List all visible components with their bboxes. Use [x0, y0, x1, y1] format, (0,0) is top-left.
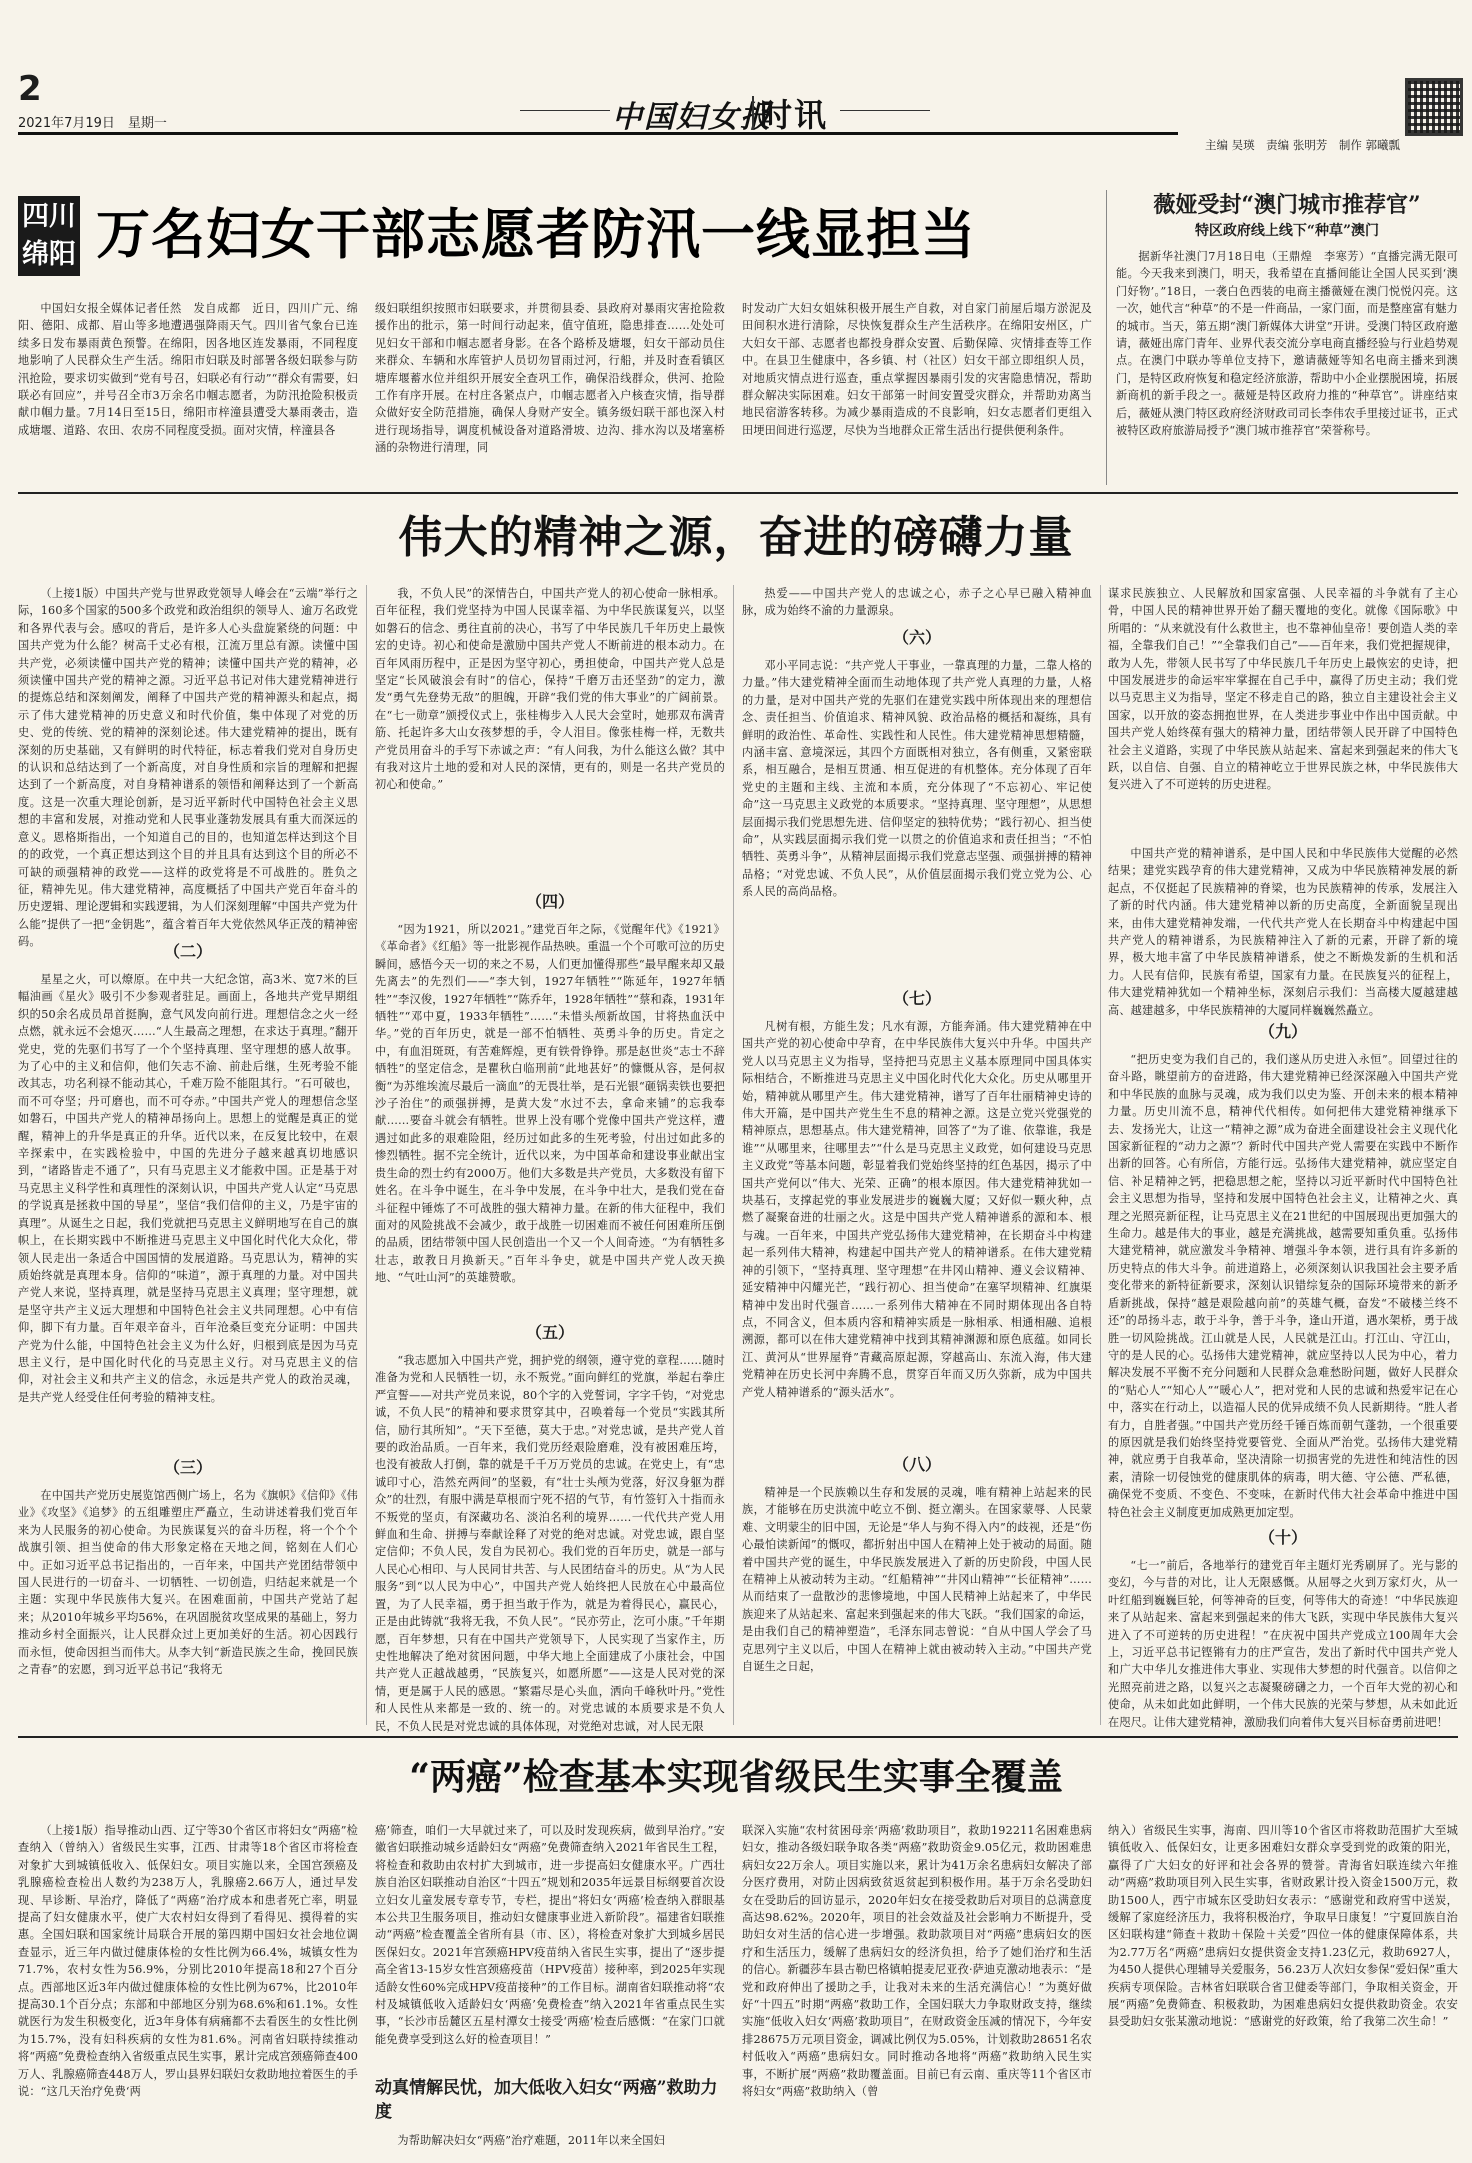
masthead-logo: 中国妇女报: [612, 100, 772, 135]
side-story-subtitle: 特区政府线上线下“种草”澳门: [1194, 223, 1380, 239]
feature-text-4c: “把历史变为我们自己的，我们遂从历史进入永恒”。回望过往的奋斗路，眺望前方的奋进路，伟大建党精神已经深深融入中国共产党和中华民族的血脉与灵魂，成为我们以史为鉴、开创未来的根本精神力量。历史川流不息，精神代代相传。如何把伟大建党精神继承下去、发扬光大，让这一“精神之源”成为奋进全面建设社会主义现代化国家新征程的“动力之源”？新时代中国共产党人需要在实践中不断作出新的回答。心有所信，方能行远。弘扬伟大建党精神，就应坚定自信、补足精神之钙，把稳思想之舵，坚持以习近平新时代中国特色社会主义思想为指导，坚持和发展中国特色社会主义，让精神之火、真理之光照亮新征程，让马克思主义在21世纪的中国展现出更加强大的生命力。越是伟大的事业，越是充满挑战，越需要知重负重。弘扬伟大建党精神，就应激发斗争精神、增强斗争本领，进行具有许多新的历史特点的伟大斗争。前进道路上，必须深刻认识我国社会主要矛盾变化带来的新特征新要求，深刻认识错综复杂的国际环境带来的新矛盾新挑战，保持“越是艰险越向前”的英雄气概，奋发“不破楼兰终不还”的昂扬斗志，敢于斗争，善于斗争，逢山开道，遇水架桥，勇于战胜一切风险挑战。江山就是人民，人民就是江山。打江山、守江山，守的是人民的心。弘扬伟大建党精神，就应坚持以人民为中心，着力解决发展不平衡不充分问题和人民群众急难愁盼问题，做好人民群众的“贴心人”“知心人”“暖心人”，把对党和人民的忠诚和热爱牢记在心中，落实在行动上，以造福人民的优异成绩不负人民新期待。“胜人者有力，自胜者强。”中国共产党历经千锤百炼而朝气蓬勃，一个很重要的原因就是我们始终坚持党要管党、全面从严治党。弘扬伟大建党精神，就应勇于自我革命，坚决清除一切损害党的先进性和纯洁性的因素，清除一切侵蚀党的健康肌体的病毒，明大德、守公德、严私德，确保党不变质、不变色、不变味，在新时代伟大社会革命中推进中国特色社会主义制度更加成熟更加定型。: [1108, 1053, 1458, 1519]
section-heading-6: （六）: [892, 628, 941, 647]
masthead-ornament-left: [520, 110, 610, 111]
top-story-column-1: 中国妇女报全媒体记者任然 发自成都 近日，四川广元、绵阳、德阳、成都、眉山等多地遭遇强降雨天气。四川省气象台已连续多日发布暴雨黄色预警。在绵阳，因各地区连发暴雨，不同程度地影响了人民群众生产生活。绵阳市妇联及时部署各级妇联参与防汛抢险，要求切实做到“党有号召，妇联必有行动”“群众有需要，妇联必有回应”，并号召全市3万余名巾帼志愿者，为防汛抢险积极贡献巾帼力量。7月14日至15日，绵阳市梓潼县遭受大暴雨袭击，造成塘堰、道路、农田、农房不同程度受损。面对灾情，梓潼县各: [18, 302, 358, 437]
section-heading-8: （八）: [892, 1455, 941, 1474]
feature-text-4d: “七一”前后，各地举行的建党百年主题灯光秀刷屏了。光与影的变幻，今与昔的对比，让人无限感慨。从屈辱之火到万家灯火，从一叶红船到巍巍巨轮，何等神奇的巨变，何等伟大的奇迹！“中华民族迎来了从站起来、富起来到强起来的伟大飞跃，实现中华民族伟大复兴进入了不可逆转的历史进程！”在庆祝中国共产党成立100周年大会上，习近平总书记铿锵有力的庄严宣告，发出了新时代中国共产党人和广大中华儿女推进伟大事业、实现伟大梦想的时代强音。以信仰之光照亮前进之路，以复兴之志凝聚磅礴之力，一个百年大党的初心和使命，从未如此如此鲜明，一个伟大民族的光荣与梦想，从未如此近在咫尺。让伟大建党精神，激励我们向着伟大复兴目标奋勇前进吧！: [1108, 1559, 1458, 1729]
side-story-title: 薇娅受封“澳门城市推荐官”: [1153, 192, 1421, 218]
section-heading-3: （三）: [163, 1458, 212, 1477]
page-header: [0, 0, 1472, 152]
section-heading-4: （四）: [525, 892, 574, 911]
feature-title: 伟大的精神之源，奋进的磅礴力量: [398, 512, 1074, 563]
section-heading-7: （七）: [892, 989, 941, 1008]
place-box: [18, 196, 80, 276]
bottom-title: “两癌”检查基本实现省级民生实事全覆盖: [409, 1756, 1063, 1798]
feature-column-3: [742, 585, 1092, 1725]
feature-text-1c: 在中国共产党历史展览馆西侧广场上，名为《旗帜》《信仰》《伟业》《攻坚》《追梦》的五组雕塑庄严矗立，生动讲述着我们党百年来为人民服务的初心使命。为民族谋复兴的奋斗历程，将一个个个战旗引领、担当使命的伟大形象定格在天地之间，铭刻在人们心中。正如习近平总书记指出的，一百年来，中国共产党团结带领中国人民进行的一切奋斗、一切牺牲、一切创造，归结起来就是一个主题：实现中华民族伟大复兴。在困难面前，中国共产党站了起来；从2010年城乡平均56%，在巩固脱贫攻坚成果的基础上，努力推动乡村全面振兴，让人民群众过上更加美好的生活。初心因践行而永恒，使命因担当而伟大。从李大钊“新造民族之生命，挽回民族之青春”的宏愿，到习近平总书记“我将无: [18, 1489, 358, 1677]
bottom-text-2b: 为帮助解决妇女“两癌”治疗难题，2011年以来全国妇: [397, 2134, 665, 2147]
section-heading-5: （五）: [525, 1323, 574, 1342]
bottom-column-3: 联深入实施“农村贫困母亲‘两癌’救助项目”，救助192211名困难患病妇女，推动各级妇联争取各类“两癌”救助资金9.05亿元，救助困难患病妇女22万余人。项目实施以来，累计为41万余名患病妇女解决了部分医疗费用，对防止因病致贫返贫起到积极作用。基于万余名受助妇女在受助后的回访显示，2020年妇女在接受救助后对项目的总满意度高达98.62%。2020年，项目的社会效益及社会影响力不断提升，受助妇女对生活的信心进一步增强。救助款项目对“两癌”患病妇女的医疗和生活压力，缓解了患病妇女的经济负担，给予了她们治疗和生活的信心。新疆莎车县古勒巴格镇帕提麦尼亚孜·萨迪克激动地表示：“是党和政府伸出了援助之手，让我对未来的生活充满信心！”为奠好做好“十四五”时期“两癌”救助工作，全国妇联大力争取财政支持，继续实施“低收入妇女‘两癌’救助项目”，在财政资金压减的情况下，今年安排28675万元项目资金，调减比例仅为5.05%，计划救助28651名农村低收入“两癌”患病妇女。同时推动各地将“两癌”救助纳入民生实事，不断扩展“两癌”救助覆盖面。目前已有云南、重庆等11个省区市将妇女“两癌”救助纳入（曾: [742, 1824, 1092, 2099]
bottom-column-1: （上接1版）指导推动山西、辽宁等30个省区市将妇女“两癌”检查纳入（曾纳入）省级民生实事，江西、甘肃等18个省区市将检查对象扩大到城镇低收入、低保妇女。项目实施以来，全国宫颈癌及乳腺癌检查检出人数约为238万人，乳腺癌2.66万人，通过早发现、早诊断、早治疗，降低了“两癌”治疗成本和患者死亡率，明显提高了妇女健康水平，使广大农村妇女得到了看得见、摸得着的实惠。全国妇联和国家统计局联合开展的第四期中国妇女社会地位调查显示，近三年内做过健康体检的女性比例为66.4%，城镇女性为71.7%，农村女性为56.9%，分别比2010年提高18和27个百分点。西部地区近3年内做过健康体检的女性比例为67%，比2010年提高30.1个百分点；东部和中部地区分别为68.6%和61.1%。女性就医行为发生积极变化，近3年身体有病痛都不去看医生的女性比例为15.7%，没有妇科疾病的女性为81.6%。河南省妇联持续推动将“两癌”免费检查纳入省级重点民生实事，累计完成宫颈癌筛查400万人、乳腺癌筛查448万人，罗山县界妇联妇女救助地拉着医生的手说：“这几天治疗免费‘两: [18, 1824, 358, 2099]
top-story-column-3: 时发动广大妇女姐妹积极开展生产自救，对自家门前屋后塌方淤泥及田间积水进行清除，尽快恢复群众生产生活秩序。在绵阳安州区，广大妇女干部、志愿者也都投身群众安置、后勤保障、灾情排查等工作中。在县卫生健康中，各乡镇、村（社区）妇女干部立即组织人员，对地质灾情点进行巡查，重点掌握因暴雨引发的灾害隐患情况，帮助群众解决实际困难。妇女干部第一时间安置受灾群众，并帮助劝离当地民宿游客转移。为减少暴雨造成的不良影响，妇女志愿者们更组入田埂田间进行巡逻，尽快为当地群众正常生活出行提供便利条件。: [742, 302, 1092, 437]
place-line2: 绵阳: [22, 239, 76, 270]
feature-text-3d: 精神是一个民族赖以生存和发展的灵魂，唯有精神上站起来的民族，才能够在历史洪流中屹立不倒、挺立潮头。在国家蒙辱、人民蒙难、文明蒙尘的旧中国，无论是“华人与狗不得入内”的歧视，还是“伤心最怕读新闻”的慨叹，都折射出中国人在精神上处于被动的局面。随着中国共产党的诞生，中华民族发展进入了新的历史阶段，中国人民在精神上从被动转为主动。“红船精神”“井冈山精神”“长征精神”……从而结束了一盘散沙的悲惨境地，中国人民精神上站起来了，中华民族迎来了从站起来、富起来到强起来的伟大飞跃。“我们国家的命运，是由我们自己的精神塑造”，毛泽东同志曾说：“自从中国人学会了马克思列宁主义以后，中国人在精神上就由被动转入主动。”中国共产党自诞生之日起，: [742, 1486, 1092, 1674]
feature-text-1b: 星星之火，可以燎原。在中共一大纪念馆，高3米、宽7米的巨幅油画《星火》吸引不少参观者驻足。画面上，各地共产党早期组织的50余名成员昂首挺胸，意气风发向前行进。理想信念之火一经点燃，就永远不会熄灭……“人生最高之理想，在求达于真理。”翻开党史，党的先驱们书写了一个个坚持真理、坚守理想的感人故事。为了心中的主义和信仰，他们矢志不渝、前赴后继，生死考验不能改其志，功名利禄不能动其心，千难万险不能阻其行。“石可破也，而不可夺坚；丹可磨也，而不可夺赤。”中国共产党人的理想信念坚如磐石，中国共产党人的精神昂扬向上。思想上的觉醒是真正的觉醒，精神上的升华是真正的升华。近代以来，在反复比较中，在艰辛探索中，在实践检验中，中国的先进分子越来越真切地感识到，“诸路皆走不通了”，只有马克思主义才能救中国。正是基于对马克思主义科学性和真理性的深刻认识，中国共产党人认定“马克思的学说真是拯救中国的导星”，坚信“我们信仰的主义，乃是宇宙的真理”。从诞生之日起，我们党就把马克思主义鲜明地写在自己的旗帜上，在长期实践中不断推进马克思主义中国化时代化大众化，带领人民走出一条适合中国国情的发展道路。马克思认为，精神的实质始终就是真理本身。信仰的“味道”，源于真理的力量。对中国共产党人来说，坚持真理，就是坚持马克思主义真理；坚守理想，就是坚守共产主义远大理想和中国特色社会主义共同理想。心中有信仰，脚下有力量。百年艰辛奋斗，百年沧桑巨变充分证明：中国共产党为什么能，中国特色社会主义为什么好，归根到底是因为马克思主义行，是中国化时代化的马克思主义行。对马克思主义的信仰，对社会主义和共产主义的信念，永远是共产党人的政治灵魂，是共产党人经受住任何考验的精神支柱。: [18, 973, 358, 1404]
feature-text-2b: “因为1921，所以2021。”建党百年之际，《觉醒年代》《1921》《革命者》《红船》等一批影视作品热映。重温一个个可歌可泣的历史瞬间，感悟今天一切的来之不易，人们更加懂得那些“最早醒来却又最先离去”的先烈们——“李大钊，1927年牺牲”“陈延年，1927年牺牲”“李汉俊，1927年牺牲”“陈乔年，1928年牺牲”“蔡和森，1931年牺牲”“邓中夏，1933年牺牲”……“未惜头颅新故国，甘将热血沃中华。”党的百年历史，就是一部不怕牺牲、英勇斗争的历史。肯定之中，有血泪斑斑，有苦难辉煌，更有铁骨铮铮。那是赵世炎“志士不辞牺牲”的坚定信念，是瞿秋白临刑前“此地甚好”的慷慨从容，是何叔衡“为苏维埃流尽最后一滴血”的无畏壮举，是石光银“砸锅卖铁也要把沙子治住”的顽强拼搏，是黄大发“水过不去，拿命来铺”的忘我奉献……要奋斗就会有牺牲。世界上没有哪个党像中国共产党这样，遭遇过如此多的艰难险阻，经历过如此多的生死考验，付出过如此多的惨烈牺牲。据不完全统计，近代以来，为中国革命和建设事业献出宝贵生命的烈士约有2000万。他们大多数是共产党员，大多数没有留下姓名。在斗争中诞生，在斗争中发展，在斗争中壮大，是我们党在奋斗征程中锤炼了不可战胜的强大精神力量。在新的伟大征程中，我们面对的风险挑战不会减少，敢于战胜一切困难而不被任何困难所压倒的品质，团结带领中国人民创造出一个又一个人间奇迹。“为有牺牲多壮志，敢教日月换新天。”百年斗争史，就是中国共产党人改天换地、“气吐山河”的英雄赞歌。: [375, 923, 725, 1285]
top-divider: [1106, 190, 1107, 485]
qr-code-icon: [1405, 78, 1463, 136]
masthead-ornament-right: [840, 110, 930, 111]
side-story-body: 据新华社澳门7月18日电（王鼎煌 李寒芳）“直播完满无限可能。今天我来到澳门，明天，我希望在直播间能让全国人民买到‘澳门好物’。”18日，一袭白色西装的电商主播薇娅在澳门悦悦闪亮。这一次，她代言“种草”的不是一件商品，一家门面，而是整座富有魅力的城市。当天，第五期“澳门新媒体大讲堂”开讲。受澳门特区政府邀请，薇娅出席门青年、业界代表交流分享电商直播经验与行业趋势观点。在澳门中联办等单位支持下，邀请薇娅等知名电商主播来到澳门，是特区政府恢复和稳定经济旅游，帮助中小企业摆脱困境，拓展新商机的新手段之一。薇娅是特区政府力推的“种草官”。讲座结束后，薇娅从澳门特区政府经济财政司司长李伟农手里接过证书，正式被特区政府旅游局授予“澳门城市推荐官”荣誉称号。: [1116, 250, 1458, 438]
feature-bottom-rule: [18, 1736, 1458, 1738]
feature-text-4b: 中国共产党的精神谱系，是中国人民和中华民族伟大觉醒的必然结果；建党实践孕育的伟大建党精神，又成为中华民族精神发展的新起点，不仅挺起了民族精神的脊梁，也为民族精神的传承，发展注入了新的时代内涵。伟大建党精神以新的历史高度，全新面貌呈现出来，由伟大建党精神发端，一代代共产党人在长期奋斗中构建起中国共产党人的精神谱系，为民族精神注入了新的元素，开辟了新的境界，极大地丰富了中华民族精神谱系，使之不断焕发新的生机和活力。人民有信仰，民族有希望，国家有力量。在民族复兴的征程上，伟大建党精神犹如一个精神坐标，深刻启示我们：当高楼大厦越建越高、越建越多，中华民族精神的大厦同样巍巍然矗立。: [1108, 847, 1458, 1017]
feature-text-2a: 我，不负人民”的深情告白，中国共产党人的初心使命一脉相承。百年征程，我们党坚持为中国人民谋幸福、为中华民族谋复兴，以坚如磐石的信念、勇往直前的决心，书写了中华民族几千年历史上最恢宏的史诗。初心和使命是激励中国共产党人不断前进的根本动力。在百年风雨历程中，正是因为坚守初心，勇担使命，中国共产党人总是坚定“长风破浪会有时”的信心，保持“千磨万击还坚劲”的定力，激发“勇气先登势无敌”的胆魄，开辟“我们党的伟大事业”的广阔前景。在“七一勋章”颁授仪式上，张桂梅步入人民大会堂时，她那双布满青筋、托起许多大山女孩梦想的手，令人泪目。像张桂梅一样，无数共产党员用奋斗的手写下赤诚之声：“有人问我，为什么能这么做？其中有我对这片土地的爱和对人民的深情，更有的，则是一名共产党员的初心和使命。”: [375, 587, 725, 792]
masthead-divider: [752, 96, 754, 130]
top-story-column-2: 级妇联组织按照市妇联要求，并贯彻县委、县政府对暴雨灾害抢险救援作出的批示，第一时间行动起来，值守值班，隐患排查……处处可见妇女干部和巾帼志愿者身影。在各个路桥及塘堰，妇女干部动员住来群众、车辆和水库管护人员切勿冒雨过河，行船，并及时查看镇区塘库堰蓄水位并组织开展安全查巩工作，确保沿线群众，供河、抢险工作有序开展。在村庄各紧点户，巾帼志愿者入户核查灾情，指导群众做好安全防范措施，确保人身财产安全。镇务级妇联干部也深入村进行现场指导，调度机械设备对道路滑坡、边沟、排水沟以及堵塞桥涵的杂物进行清理，同: [375, 302, 725, 455]
feature-divider-3: [1100, 585, 1101, 1725]
feature-divider-1: [366, 585, 367, 1725]
place-line1: 四川: [22, 201, 76, 232]
bottom-column-4: 纳入）省级民生实事，海南、四川等10个省区市将救助范围扩大至城镇低收入、低保妇女，让更多困难妇女群众享受到党的政策的阳光，贏得了广大妇女的好评和社会各界的赞誉。青海省妇联连续六年推动“两癌”救助项目列入民生实事，省财政累计投入资金1500万元，救助1500人，西宁市城东区受助妇女表示：“感谢党和政府雪中送炭，缓解了家庭经济压力，我将积极治疗，争取早日康复！”宁夏回族自治区妇联构建“筛查＋救助＋保险＋关爱”四位一体的健康保障体系，共为2.77万名“两癌”患病妇女提供资金支持1.23亿元，救助6927人，为450人提供心理辅导关爱服务，56.23万人次妇女参保“爱妇保”重大疾病专项保险。吉林省妇联联合省卫健委等部门，争取相关资金，开展“两癌”免费筛查、积极救助，为困难患病妇女提供救助资金。农安县受助妇女张某激动地说：“感谢党的好政策，给了我第二次生命！”: [1108, 1824, 1458, 2029]
side-story: [1116, 190, 1458, 490]
feature-text-3b: 邓小平同志说：“共产党人干事业，一靠真理的力量，二靠人格的力量。”伟大建党精神全面而生动地体现了共产党人真理的力量，人格的力量，是对中国共产党的先驱们在建党实践中所体现出来的理想信念、责任担当、价值追求、精神风貌、政治品格的概括和凝练，具有鲜明的政治性、革命性、实践性和人民性。伟大建党精神思想精髓，内涵丰富、意境深远，其四个方面既相对独立，各有侧重，又紧密联系，相互融合，是相互贯通、相互促进的有机整体。充分体现了百年党史的主题和主线、主流和本质，充分体现了“不忘初心、牢记使命”这一马克思主义政党的本质要求。“坚持真理、坚守理想”，从思想层面揭示我们党思想先进、信仰坚定的独特优势；“践行初心、担当使命”，从实践层面揭示我们党一以贯之的价值追求和责任担当；“不怕牺牲、英勇斗争”，从精神层面揭示我们党意志坚强、顽强拼搏的精神品格；“对党忠诚、不负人民”，从价值层面揭示我们党立党为公、心系人民的高尚品格。: [742, 659, 1092, 899]
section-name: 时讯: [760, 96, 829, 134]
editor-credits: 主编 吴瑛 责编 张明芳 制作 郭曦瓢: [1205, 138, 1400, 152]
issue-date: 2021年7月19日 星期一: [18, 116, 167, 131]
feature-column-2: [375, 585, 725, 1733]
feature-text-2c: “我志愿加入中国共产党，拥护党的纲领，遵守党的章程……随时准备为党和人民牺牲一切，永不叛党。”面向鲜红的党旗，举起右拳庄严宣誓——对共产党员来说，80个字的入党誓词，字字千钧，“对党忠诚，不负人民”的精神和要求贯穿其中，召唤着每一个党员“实践其所信，励行其所知”。“天下至德，莫大于忠。”对党忠诚，是共产党人首要的政治品质。一百年来，我们党历经艰险磨难，没有被困难压垮，也没有被敌人打倒，靠的就是千千万万党员的忠诚。在党史上，有“忠诚印寸心，浩然充两间”的坚毅，有“壮士头颅为党落，好汉身躯为群众”的壮烈，有服中满是草根而宁死不招的气节，有竹签钉入十指而永不叛党的坚贞，有深藏功名、淡泊名利的境界……一代代共产党人用鲜血和生命、拼搏与奉献诠释了对党的绝对忠诚。对党忠诚，跟自坚定信仰；不负人民，发自为民初心。我们党的百年历史，就是一部与人民心心相印、与人民同甘共苦、与人民团结奋斗的历史。从“为人民服务”到“以人民为中心”，中国共产党人始终把人民放在心中最高位置，为了人民幸福，勇于担当敢于作为，就是为着得民心，赢民心，正是由此铸就“我将无我，不负人民”。“民亦劳止，汔可小康。”千年期愿，百年梦想，只有在中国共产党领导下，人民实现了当家作主，历史性地解决了绝对贫困问题，中华大地上全面建成了小康社会，中国共产党人正越战越勇，“民族复兴，如愿所愿”——这是人民对党的深情，更是属于人民的感恩。“繁霜尽是心头血，洒向千峰秋叶丹。”党性和人民性从来都是一致的、统一的。对党忠诚的本质要求是不负人民，不负人民是对党忠诚的具体体现，对党绝对忠诚，对人民无限: [375, 1354, 725, 1733]
feature-text-3c: 凡树有根，方能生发；凡水有源，方能奔涌。伟大建党精神在中国共产党的初心使命中孕育，在中华民族伟大复兴中升华。中国共产党人以马克思主义为指导，坚持把马克思主义基本原理同中国具体实际相结合，不断推进马克思主义中国化时代化大众化。历史从哪里开始，精神就从哪里产生。伟大建党精神，谱写了百年壮丽精神史诗的伟大开篇，是中国共产党生生不息的精神之源。这是立党兴党强党的精神原点，思想基点。伟大建党精神，回答了“为了谁、依靠谁，我是谁”“从哪里来，往哪里去”“什么是马克思主义政党，如何建设马克思主义政党”等基本问题，彰显着我们党始终坚持的红色基因，揭示了中国共产党何以“伟大、光荣、正确”的根本原因。伟大建党精神犹如一块基石，支撑起党的事业发展进步的巍巍大厦；又好似一颗火种，点燃了凝聚奋进的壮丽之火。这是中国共产党人精神谱系的源和本、根与魂。一百年来，中国共产党弘扬伟大建党精神，在长期奋斗中构建起一系列伟大精神，构建起中国共产党人的精神谱系。在伟大建党精神的引领下，“坚持真理、坚守理想”在井冈山精神、遵义会议精神、延安精神中闪耀光芒，“践行初心、担当使命”在塞罕坝精神、红旗渠精神中发出时代强音……一系列伟大精神在不同时期体现出各自特点，不同含义，但本质内容和精神实质是一脉相承、相通相融、追根溯源，都可以在伟大建党精神中找到其精神渊源和原色底蕴。如同长江、黄河从“世界屋脊”青藏高原起源，穿越高山、东流入海，伟大建党精神在历史长河中奔腾不息，贯穿百年而又历久弥新，成为中国共产党人精神谱系的“源头活水”。: [742, 1020, 1092, 1399]
feature-divider-2: [733, 585, 734, 1725]
section-heading-9: （九）: [1258, 1022, 1307, 1041]
section-heading-10: （十）: [1258, 1528, 1307, 1547]
section-heading-2: （二）: [163, 942, 212, 961]
bottom-text-2a: 癌’筛查，咱们一大早就过来了，可以及时发现疾病，做到早治疗。”安徽省妇联推动城乡适龄妇女“两癌”免费筛查纳入2021年省民生工程，将检查和救助由农村扩大到城市，进一步提高妇女健康水平。广西壮族自治区妇联推动自治区“十四五”规划和2035年远景目标纲要首次设立妇女儿童发展专章专节，专栏，提出“将妇女‘两癌’检查纳入群眼基本公共卫生服务项目，推动妇女健康事业进入新阶段”。福建省妇联推动“两癌”检查覆盖全省所有县（市、区），将检查对象扩大到城乡居民医保妇女。2021年宫颈癌HPV疫苗纳入省民生实事，提出了“逐步提高全省13-15岁女性宫颈癌疫苗（HPV疫苗）接种率，到2025年实现适龄女性60%完成HPV疫苗接种”的工作目标。湖南省妇联推动将“农村及城镇低收入适龄妇女‘两癌’免费检查”纳入2021年省重点民生实事，“长沙市岳麓区五星村潭女士接受‘两癌’检查后感慨：“在家门口就能免费享受到这么好的检查项目！”: [375, 1824, 725, 2046]
feature-text-4a: 谋求民族独立、人民解放和国家富强、人民幸福的斗争就有了主心骨，中国人民的精神世界开始了翻天覆地的变化。就像《国际歌》中所唱的：“从来就没有什么救世主，也不靠神仙皇帝！要创造人类的幸福，全靠我们自己！”“全靠我们自己”——百年来，我们党把握规律，敢为人先，带领人民书写了中华民族几千年历史上最恢宏的史诗，把中国发展进步的命运牢牢掌握在自己手中，赢得了历史主动；我们党以马克思主义为指导，坚定不移走自己的路，独立自主建设社会主义国家，以开放的姿态拥抱世界，在人类进步事业中作出中国贡献。中国共产党人始终葆有强大的精神力量，团结带领人民开辟了中国特色社会主义道路，实现了中华民族从站起来、富起来到强起来的伟大飞跃，以自信、自强、自立的精神屹立于世界民族之林，中华民族伟大复兴进入了不可逆转的历史进程。: [1108, 587, 1458, 792]
bottom-subhead: 动真情解民忧，加大低收入妇女“两癌”救助力度: [375, 2078, 718, 2122]
feature-column-4: [1108, 585, 1458, 1729]
headline: 万名妇女干部志愿者防汛一线显担当: [96, 203, 976, 266]
feature-text-3a: 热爱——中国共产党人的忠诚之心，赤子之心早已融入精神血脉，成为始终不渝的力量源泉。: [742, 587, 1092, 618]
page-number: 2: [18, 69, 42, 109]
top-story-bottom-rule: [18, 492, 1458, 494]
feature-column-1: [18, 585, 358, 1725]
bottom-column-2: [375, 1822, 725, 2152]
header-rule: [18, 132, 1178, 135]
feature-text-1a: （上接1版）中国共产党与世界政党领导人峰会在“云端”举行之际，160多个国家的500多个政党和政治组织的领导人、逾万名政党和各界代表与会。感叹的背后，是许多人心头盘旋紧绕的问题：中国共产党为什么能？树高千丈必有根，江流万里总有源。读懂中国共产党，必须读懂中国共产党的精神；读懂中国共产党的精神，必须读懂中国共产党的精神之源。习近平总书记对伟大建党精神进行的提炼总结和深刻阐发，阐释了中国共产党的精神源头和起点，揭示了伟大建党精神的历史意义和时代价值，集中体现了对党的历史、党的传统、党的精神的深刻论述。伟大建党精神的提出，既有深刻的历史基础，又有鲜明的时代特征，标志着我们党对自身历史的认识和总结达到了一个新高度，对自身性质和宗旨的理解和把握达到了一个新高度，对自身精神谱系的领悟和阐释达到了一个新高度。这是一次重大理论创新，是习近平新时代中国特色社会主义思想的丰富和发展，对推动党和人民事业蓬勃发展具有重大而深远的意义。恩格斯指出，一个知道自己的目的，也知道怎样达到这个目的的政党，一个真正想达到这个目的并且具有达到这个目的所必不可缺的顽强精神的政党——这样的政党将是不可战胜的。胜负之征，精神先见。伟大建党精神，高度概括了中国共产党百年奋斗的历史逻辑、理论逻辑和实践逻辑，为人们深刻理解“中国共产党为什么能”提供了一把“金钥匙”，蕴含着百年大党依然风华正茂的精神密码。: [18, 587, 358, 949]
